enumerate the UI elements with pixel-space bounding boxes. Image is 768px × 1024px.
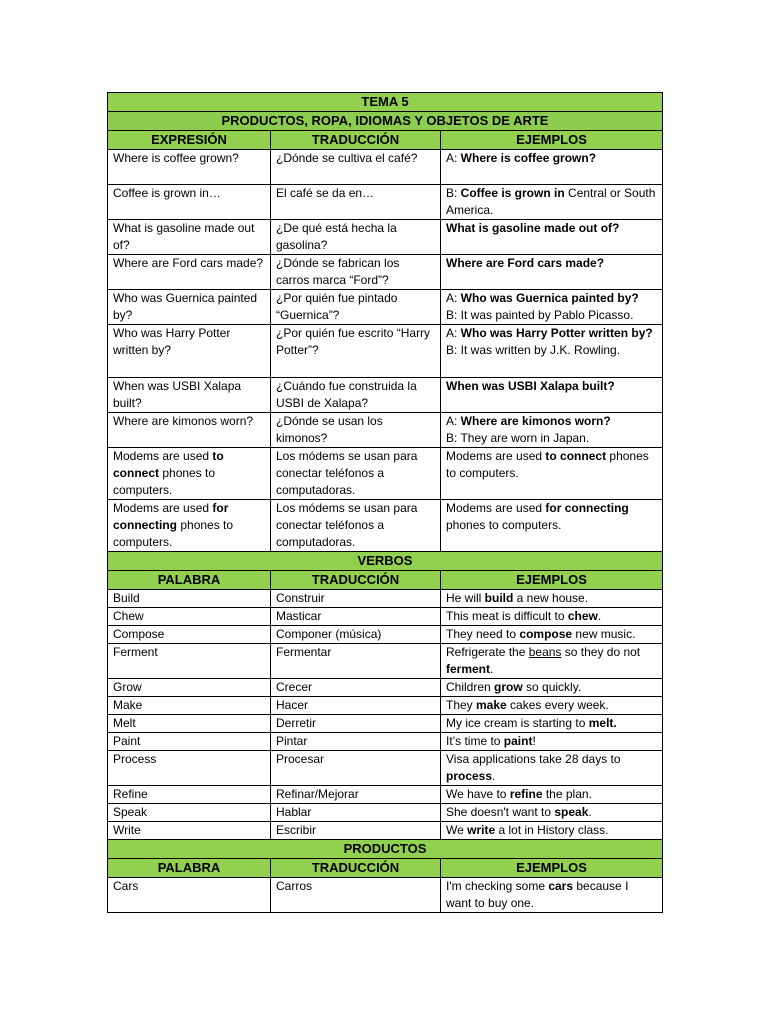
example-cell: They need to compose new music. <box>441 626 663 644</box>
section2-title-row <box>108 552 663 571</box>
translation-cell: ¿Dónde se usan los kimonos? <box>271 413 441 448</box>
translation-cell: Crecer <box>271 679 441 697</box>
table-row <box>108 804 663 822</box>
translation-cell: Componer (música) <box>271 626 441 644</box>
term-cell: Modems are used to connect phones to computers. <box>108 448 271 500</box>
table-row <box>108 150 663 185</box>
table-row <box>108 786 663 804</box>
column-header: EXPRESIÓN <box>108 131 271 150</box>
term-cell: Build <box>108 590 271 608</box>
example-cell: A: Where is coffee grown? <box>441 150 663 185</box>
term-cell: Write <box>108 822 271 840</box>
title-row <box>108 93 663 112</box>
table-subtitle: PRODUCTOS, ROPA, IDIOMAS Y OBJETOS DE ARTE <box>108 112 663 131</box>
term-cell: Refine <box>108 786 271 804</box>
subtitle-row <box>108 112 663 131</box>
verbs-section <box>108 590 663 840</box>
table-row <box>108 325 663 378</box>
example-cell: Modems are used to connect phones to computers. <box>441 448 663 500</box>
translation-cell: Hablar <box>271 804 441 822</box>
term-cell: Paint <box>108 733 271 751</box>
example-cell: We have to refine the plan. <box>441 786 663 804</box>
table-row <box>108 378 663 413</box>
term-cell: Make <box>108 697 271 715</box>
column-header: PALABRA <box>108 859 271 878</box>
example-cell: A: Where are kimonos worn? B: They are worn in Japan. <box>441 413 663 448</box>
example-cell: I'm checking some cars because I want to buy one. <box>441 878 663 913</box>
table-row <box>108 679 663 697</box>
term-cell: Where are kimonos worn? <box>108 413 271 448</box>
section-title-verbos: VERBOS <box>108 552 663 571</box>
column-header: PALABRA <box>108 571 271 590</box>
translation-cell: Pintar <box>271 733 441 751</box>
term-cell: What is gasoline made out of? <box>108 220 271 255</box>
term-cell: Modems are used for connecting phones to computers. <box>108 500 271 552</box>
translation-cell: Carros <box>271 878 441 913</box>
example-cell: B: Coffee is grown in Central or South America. <box>441 185 663 220</box>
example-cell: A: Who was Harry Potter written by? B: It was written by J.K. Rowling. <box>441 325 663 378</box>
term-cell: Where is coffee grown? <box>108 150 271 185</box>
table-row <box>108 715 663 733</box>
table-row <box>108 626 663 644</box>
term-cell: Process <box>108 751 271 786</box>
term-cell: Coffee is grown in… <box>108 185 271 220</box>
translation-cell: ¿De qué está hecha la gasolina? <box>271 220 441 255</box>
expressions-section <box>108 150 663 552</box>
translation-cell: Escribir <box>271 822 441 840</box>
section2-header-row <box>108 571 663 590</box>
translation-cell: ¿Por quién fue escrito “Harry Potter”? <box>271 325 441 378</box>
term-cell: Where are Ford cars made? <box>108 255 271 290</box>
translation-cell: Los módems se usan para conectar teléfonos a computadoras. <box>271 500 441 552</box>
table-row <box>108 185 663 220</box>
section1-header-row <box>108 131 663 150</box>
example-cell: Refrigerate the beans so they do not ferment. <box>441 644 663 679</box>
table-row <box>108 290 663 325</box>
term-cell: Ferment <box>108 644 271 679</box>
term-cell: Who was Harry Potter written by? <box>108 325 271 378</box>
table-row <box>108 751 663 786</box>
term-cell: Speak <box>108 804 271 822</box>
table-row <box>108 500 663 552</box>
example-cell: Visa applications take 28 days to process. <box>441 751 663 786</box>
section-title-productos: PRODUCTOS <box>108 840 663 859</box>
example-cell: It’s time to paint! <box>441 733 663 751</box>
example-cell: What is gasoline made out of? <box>441 220 663 255</box>
term-cell: Chew <box>108 608 271 626</box>
term-cell: Grow <box>108 679 271 697</box>
translation-cell: Refinar/Mejorar <box>271 786 441 804</box>
example-cell: Modems are used for connecting phones to computers. <box>441 500 663 552</box>
example-cell: He will build a new house. <box>441 590 663 608</box>
term-cell: Compose <box>108 626 271 644</box>
translation-cell: ¿Dónde se fabrican los carros marca “Ford”? <box>271 255 441 290</box>
column-header: EJEMPLOS <box>441 131 663 150</box>
column-header: EJEMPLOS <box>441 571 663 590</box>
translation-cell: ¿Por quién fue pintado “Guernica”? <box>271 290 441 325</box>
translation-cell: Los módems se usan para conectar teléfonos a computadoras. <box>271 448 441 500</box>
table-row <box>108 590 663 608</box>
translation-cell: Hacer <box>271 697 441 715</box>
table-row <box>108 255 663 290</box>
term-cell: When was USBI Xalapa built? <box>108 378 271 413</box>
column-header: TRADUCCIÓN <box>271 859 441 878</box>
table-row <box>108 697 663 715</box>
example-cell: Children grow so quickly. <box>441 679 663 697</box>
translation-cell: El café se da en… <box>271 185 441 220</box>
table-row <box>108 608 663 626</box>
example-cell: This meat is difficult to chew. <box>441 608 663 626</box>
example-cell: She doesn't want to speak. <box>441 804 663 822</box>
table-row <box>108 733 663 751</box>
section3-header-row <box>108 859 663 878</box>
example-cell: They make cakes every week. <box>441 697 663 715</box>
column-header: TRADUCCIÓN <box>271 131 441 150</box>
translation-cell: ¿Dónde se cultiva el café? <box>271 150 441 185</box>
table-row <box>108 644 663 679</box>
term-cell: Cars <box>108 878 271 913</box>
example-cell: Where are Ford cars made? <box>441 255 663 290</box>
example-cell: We write a lot in History class. <box>441 822 663 840</box>
table-row <box>108 448 663 500</box>
translation-cell: Fermentar <box>271 644 441 679</box>
translation-cell: ¿Cuándo fue construida la USBI de Xalapa? <box>271 378 441 413</box>
table-row <box>108 878 663 913</box>
example-cell: My ice cream is starting to melt. <box>441 715 663 733</box>
vocabulary-table <box>107 92 663 913</box>
section3-title-row <box>108 840 663 859</box>
example-cell: A: Who was Guernica painted by? B: It was painted by Pablo Picasso. <box>441 290 663 325</box>
translation-cell: Construir <box>271 590 441 608</box>
term-cell: Who was Guernica painted by? <box>108 290 271 325</box>
table-row <box>108 413 663 448</box>
translation-cell: Masticar <box>271 608 441 626</box>
table-title: TEMA 5 <box>108 93 663 112</box>
column-header: TRADUCCIÓN <box>271 571 441 590</box>
example-cell: When was USBI Xalapa built? <box>441 378 663 413</box>
translation-cell: Procesar <box>271 751 441 786</box>
table-row <box>108 822 663 840</box>
table-row <box>108 220 663 255</box>
term-cell: Melt <box>108 715 271 733</box>
products-section <box>108 878 663 913</box>
translation-cell: Derretir <box>271 715 441 733</box>
column-header: EJEMPLOS <box>441 859 663 878</box>
